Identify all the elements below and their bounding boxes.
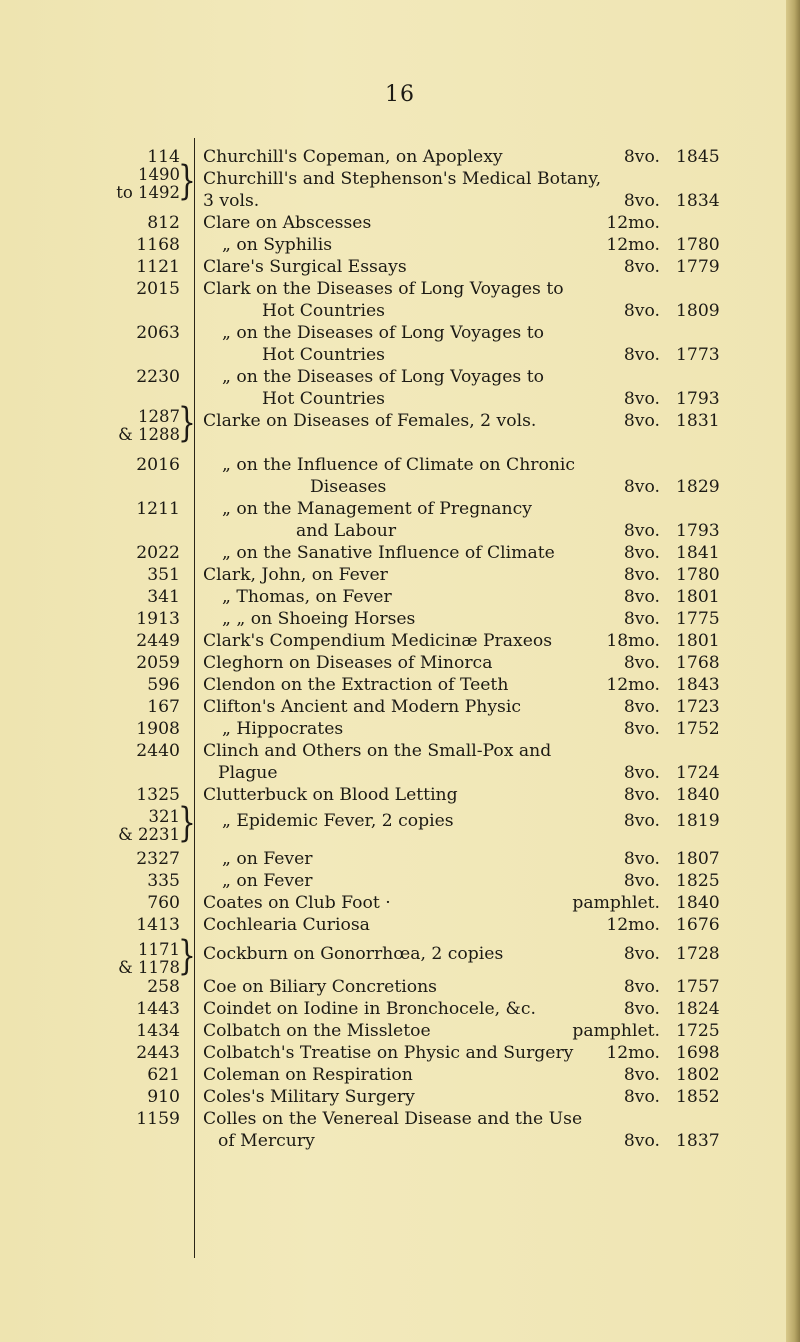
entry-year: 1724: [676, 763, 720, 783]
entry-year: 1807: [676, 849, 720, 869]
entry-title: „ on the Sanative Influence of Climate: [222, 543, 555, 563]
entry-title: Clifton's Ancient and Modern Physic: [203, 697, 521, 717]
item-number: & 1288: [118, 425, 180, 444]
item-number: 1121: [136, 257, 180, 277]
entry-year: 1840: [676, 785, 720, 805]
entry-format: 8vo.: [623, 653, 660, 673]
item-number: 760: [147, 893, 180, 913]
entry-format: pamphlet.: [572, 1021, 660, 1041]
entry-title: „ „ on Shoeing Horses: [222, 609, 416, 629]
item-number: 1211: [136, 499, 180, 519]
item-number: 2016: [136, 455, 180, 475]
entry-year: 1831: [676, 411, 720, 431]
item-number: 1168: [136, 235, 180, 255]
entry-title: Cockburn on Gonorrhœa, 2 copies: [203, 944, 504, 964]
entry-format: 8vo.: [623, 719, 660, 739]
entry-title: „ on the Diseases of Long Voyages to: [222, 367, 544, 387]
entry-format: 12mo.: [606, 213, 660, 233]
entry-format: 12mo.: [606, 915, 660, 935]
entry-year: 1834: [676, 191, 720, 211]
entry-title-continued: 3 vols.: [203, 191, 260, 211]
entry-year: 1779: [676, 257, 720, 277]
column-rule: [194, 138, 195, 1258]
entry-year: 1780: [676, 565, 720, 585]
entry-format: pamphlet.: [572, 893, 660, 913]
entry-format: 8vo.: [623, 521, 660, 541]
entry-title: „ Thomas, on Fever: [222, 587, 392, 607]
entry-title: Clark's Compendium Medicinæ Praxeos: [203, 631, 553, 651]
brace-glyph: }: [178, 933, 196, 979]
entry-title: Colbatch on the Missletoe: [203, 1021, 431, 1041]
entry-format: 8vo.: [623, 811, 660, 831]
item-number: 167: [147, 697, 180, 717]
entry-title: „ Epidemic Fever, 2 copies: [222, 811, 454, 831]
entry-format: 8vo.: [623, 257, 660, 277]
entry-title: „ on the Management of Pregnancy: [222, 499, 532, 519]
entry-year: 1773: [676, 345, 720, 365]
entry-format: 8vo.: [623, 389, 660, 409]
item-number: 596: [147, 675, 180, 695]
item-number: 1913: [136, 609, 180, 629]
brace-glyph: }: [178, 400, 196, 446]
entry-title: Clark on the Diseases of Long Voyages to: [203, 279, 564, 299]
entry-title: Cochlearia Curiosa: [203, 915, 370, 935]
entry-title: „ on the Influence of Climate on Chronic: [222, 455, 576, 475]
entry-title: „ on Syphilis: [222, 235, 333, 255]
item-number: 335: [147, 871, 180, 891]
entry-year: 1728: [676, 944, 720, 964]
entry-format: 8vo.: [623, 191, 660, 211]
item-number: 2230: [136, 367, 180, 387]
item-number: 2440: [136, 741, 180, 761]
entry-format: 8vo.: [623, 543, 660, 563]
entry-format: 12mo.: [606, 235, 660, 255]
entry-title: Clare's Surgical Essays: [203, 257, 407, 277]
item-number: & 2231: [118, 825, 180, 844]
entry-year: 1840: [676, 893, 720, 913]
entry-year: 1780: [676, 235, 720, 255]
item-number: 2015: [136, 279, 180, 299]
item-number: 2449: [136, 631, 180, 651]
item-number: 1908: [136, 719, 180, 739]
entry-format: 8vo.: [623, 763, 660, 783]
entry-title: Clinch and Others on the Small-Pox and: [203, 741, 552, 761]
entry-format: 8vo.: [623, 609, 660, 629]
item-number: 2059: [136, 653, 180, 673]
item-number: to 1492: [116, 183, 180, 202]
entry-title: Coe on Biliary Concretions: [203, 977, 437, 997]
entry-format: 8vo.: [623, 697, 660, 717]
item-number: 2327: [136, 849, 180, 869]
entry-year: 1837: [676, 1131, 720, 1151]
entry-year: 1809: [676, 301, 720, 321]
item-number: 910: [147, 1087, 180, 1107]
item-number: 1159: [136, 1109, 180, 1129]
entry-title: „ on Fever: [222, 871, 313, 891]
item-number: 621: [147, 1065, 180, 1085]
entry-title: Colles on the Venereal Disease and the Use: [203, 1109, 583, 1129]
item-number: & 1178: [118, 958, 180, 977]
entry-format: 12mo.: [606, 1043, 660, 1063]
item-number: 1171: [138, 940, 180, 959]
entry-title-continued: Hot Countries: [262, 345, 385, 365]
item-number: 1490: [138, 165, 180, 184]
entry-format: 8vo.: [623, 1131, 660, 1151]
entry-year: 1801: [676, 587, 720, 607]
entry-title: Churchill's Copeman, on Apoplexy: [203, 147, 503, 167]
item-number: 1325: [136, 785, 180, 805]
item-number: 2022: [136, 543, 180, 563]
entry-format: 8vo.: [623, 565, 660, 585]
entry-format: 8vo.: [623, 849, 660, 869]
item-number: 351: [147, 565, 180, 585]
brace-glyph: }: [178, 800, 196, 846]
entry-format: 8vo.: [623, 345, 660, 365]
entry-year: 1829: [676, 477, 720, 497]
entry-year: 1676: [676, 915, 720, 935]
entry-year: 1768: [676, 653, 720, 673]
entry-title: Coates on Club Foot ·: [203, 893, 391, 913]
entry-title: Churchill's and Stephenson's Medical Botany,: [203, 169, 602, 189]
entry-format: 8vo.: [623, 411, 660, 431]
entry-year: 1757: [676, 977, 720, 997]
item-number: 812: [147, 213, 180, 233]
item-number: 321: [148, 807, 180, 826]
item-number: 1443: [136, 999, 180, 1019]
entry-year: 1698: [676, 1043, 720, 1063]
entry-format: 18mo.: [606, 631, 660, 651]
item-number: 1434: [136, 1021, 180, 1041]
entry-year: 1793: [676, 389, 720, 409]
page-edge: [786, 0, 800, 1342]
page-number: 16: [385, 82, 415, 107]
item-number: 2443: [136, 1043, 180, 1063]
brace-glyph: }: [178, 158, 196, 204]
entry-format: 8vo.: [623, 944, 660, 964]
entry-title: Clutterbuck on Blood Letting: [203, 785, 458, 805]
entry-format: 8vo.: [623, 301, 660, 321]
item-number: 114: [147, 147, 180, 167]
entry-title: Clark, John, on Fever: [203, 565, 388, 585]
entry-title-continued: Diseases: [310, 477, 387, 497]
entry-year: 1723: [676, 697, 720, 717]
entry-format: 8vo.: [623, 477, 660, 497]
entry-title-continued: Plague: [218, 763, 278, 783]
entry-year: 1775: [676, 609, 720, 629]
entry-title: Clare on Abscesses: [203, 213, 372, 233]
item-number: 1413: [136, 915, 180, 935]
entry-title: „ on the Diseases of Long Voyages to: [222, 323, 544, 343]
entry-year: 1845: [676, 147, 720, 167]
entry-year: 1841: [676, 543, 720, 563]
entry-format: 8vo.: [623, 1065, 660, 1085]
entry-title: Clarke on Diseases of Females, 2 vols.: [203, 411, 537, 431]
item-number: 2063: [136, 323, 180, 343]
entry-format: 8vo.: [623, 999, 660, 1019]
entry-title: Colbatch's Treatise on Physic and Surgery: [203, 1043, 574, 1063]
entry-format: 12mo.: [606, 675, 660, 695]
item-number: 341: [147, 587, 180, 607]
entry-title: Cleghorn on Diseases of Minorca: [203, 653, 493, 673]
entry-year: 1725: [676, 1021, 720, 1041]
entry-year: 1802: [676, 1065, 720, 1085]
entry-title: Coles's Military Surgery: [203, 1087, 415, 1107]
entry-year: 1825: [676, 871, 720, 891]
item-number: 258: [147, 977, 180, 997]
entry-title: Coleman on Respiration: [203, 1065, 413, 1085]
entry-year: 1801: [676, 631, 720, 651]
entry-format: 8vo.: [623, 785, 660, 805]
entry-format: 8vo.: [623, 871, 660, 891]
entry-year: 1819: [676, 811, 720, 831]
entry-year: 1824: [676, 999, 720, 1019]
entry-year: 1852: [676, 1087, 720, 1107]
entry-format: 8vo.: [623, 1087, 660, 1107]
entry-format: 8vo.: [623, 587, 660, 607]
entry-title-continued: of Mercury: [218, 1131, 315, 1151]
entry-year: 1752: [676, 719, 720, 739]
entry-format: 8vo.: [623, 147, 660, 167]
entry-title: Clendon on the Extraction of Teeth: [203, 675, 509, 695]
entry-title-continued: and Labour: [296, 521, 397, 541]
entry-format: 8vo.: [623, 977, 660, 997]
entry-title-continued: Hot Countries: [262, 389, 385, 409]
entry-title-continued: Hot Countries: [262, 301, 385, 321]
entry-title: „ on Fever: [222, 849, 313, 869]
entry-title: Coindet on Iodine in Bronchocele, &c.: [203, 999, 536, 1019]
entry-year: [676, 212, 756, 234]
item-number: 1287: [138, 407, 180, 426]
entry-year: 1793: [676, 521, 720, 541]
entry-title: „ Hippocrates: [222, 719, 344, 739]
entry-year: 1843: [676, 675, 720, 695]
